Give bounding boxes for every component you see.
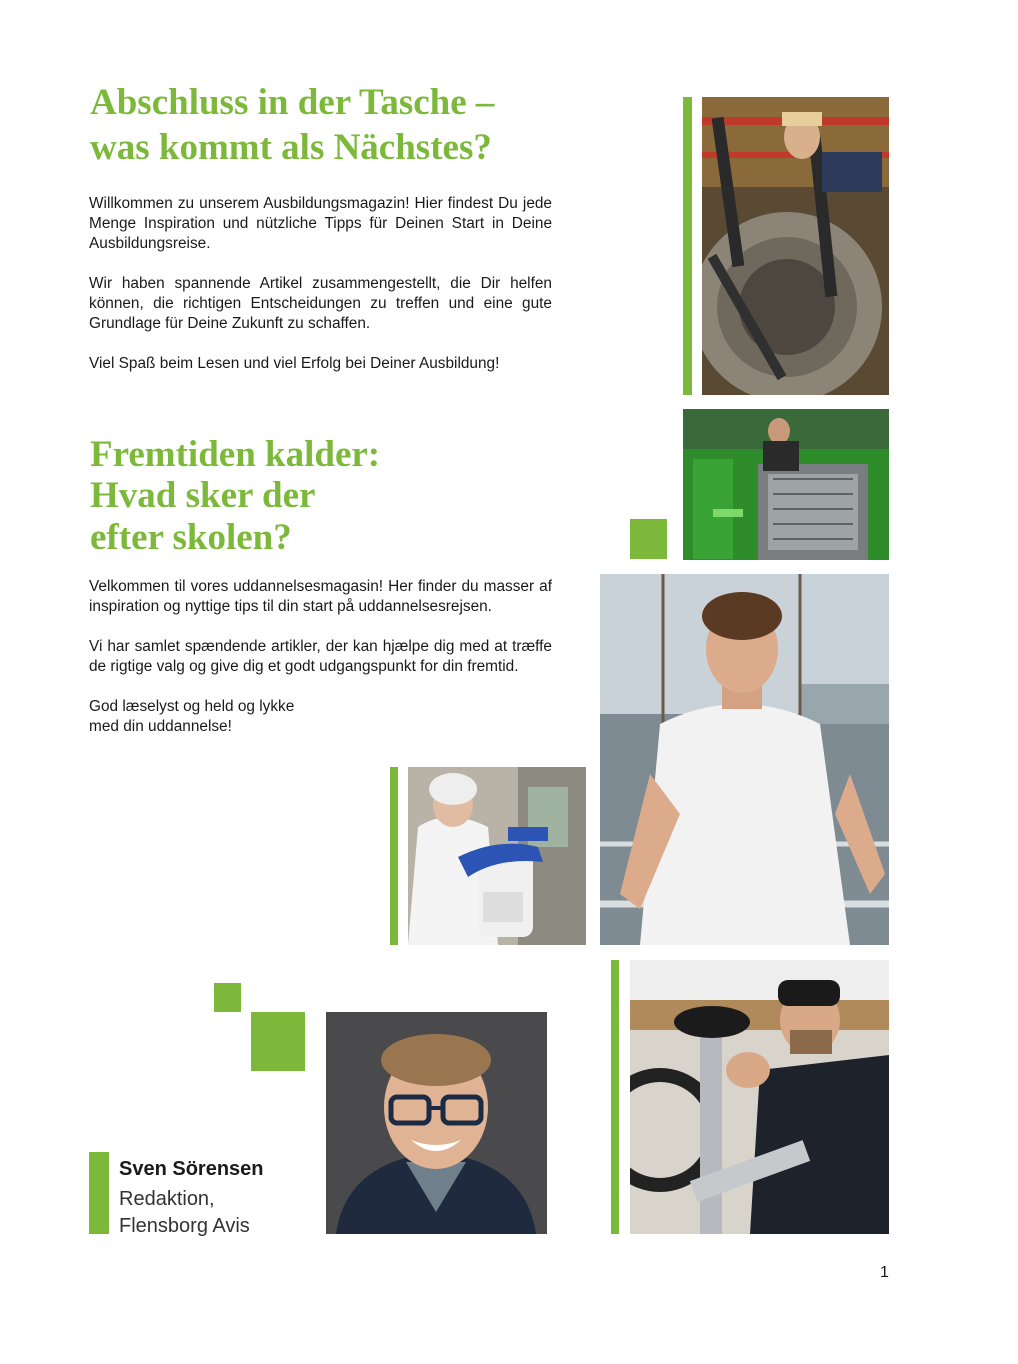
intro-german-para1: Willkommen zu unserem Ausbildungsmagazin! Hier findest Du jede Menge Inspiration und nützliche Tipps für Deinen Start in Deine Ausbildungsreise. [89,195,552,252]
intro-danish-para1: Velkommen til vores uddannelsesmagasin! Her finder du masser af inspiration og nyttige tips til din start på uddannelsesrejsen. [89,578,552,615]
headline-danish [90,434,560,558]
author-role-line2: Flensborg Avis [119,1215,250,1237]
page-number: 1 [880,1264,889,1281]
photo-lab-worker [408,767,586,945]
photo-tractor-mechanic [683,409,889,560]
intro-german [89,194,552,394]
accent-square [630,519,667,559]
photo-young-man-harbour [600,574,889,945]
intro-danish-para2: Vi har samlet spændende artikler, der kan hjælpe dig med at træffe de rigtige valg og give dig et godt udgangspunkt for din fremtid. [89,638,552,675]
headline-danish-line2: Hvad sker der [90,475,316,517]
headline-german-line1: Abschluss in der Tasche – [90,82,495,123]
intro-danish-para3: God læselyst og held og lykke med din uddannelse! [89,698,295,735]
headline-danish-line1: Fremtiden kalder: [90,434,381,475]
accent-square-large [251,1012,305,1071]
intro-danish [89,577,552,757]
headline-danish-line3: efter skolen? [90,516,292,558]
author-accent-bar [89,1152,109,1234]
intro-german-para3: Viel Spaß beim Lesen und viel Erfolg bei Deiner Ausbildung! [89,355,500,372]
accent-square-small [214,983,241,1012]
accent-bar [683,97,692,395]
headline-german-line2: was kommt als Nächstes? [90,127,492,169]
author-name: Sven Sörensen [119,1158,264,1180]
author-role-line1: Redaktion, [119,1188,215,1210]
photo-author-portrait [326,1012,547,1234]
accent-bar [390,767,398,945]
photo-bicycle-mechanic [630,960,889,1234]
author-role [119,1186,339,1240]
photo-engine-mechanic [702,97,889,395]
intro-german-para2: Wir haben spannende Artikel zusammengestellt, die Dir helfen können, die richtigen Entscheidungen zu treffen und eine gute Grundlage für Deine Zukunft zu schaffen. [89,275,552,332]
accent-bar [611,960,619,1234]
headline-german [90,80,560,170]
